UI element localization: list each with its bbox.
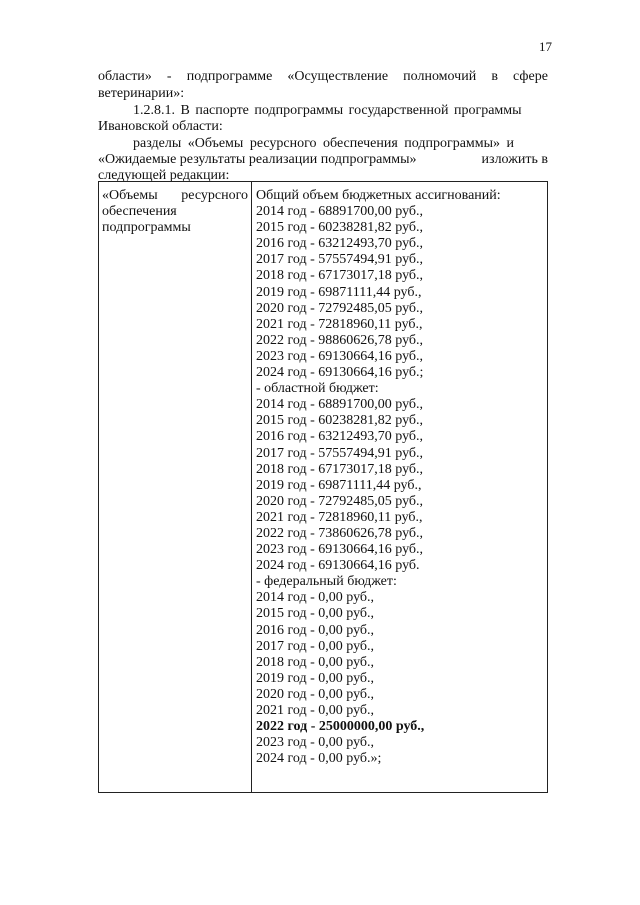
funding-line: Общий объем бюджетных ассигнований: bbox=[256, 188, 501, 203]
funding-line: 2014 год - 0,00 руб., bbox=[256, 590, 375, 606]
funding-line: - федеральный бюджет: bbox=[256, 574, 397, 590]
funding-line: 2023 год - 69130664,16 руб., bbox=[256, 542, 424, 558]
table-left-cell: «Объемы ресурсного обеспечения подпрограммы bbox=[102, 188, 248, 235]
funding-line: 2017 год - 0,00 руб., bbox=[256, 638, 375, 654]
funding-line: 2021 год - 72818960,11 руб., bbox=[256, 316, 423, 332]
funding-line: 2017 год - 57557494,91 руб., bbox=[256, 252, 424, 268]
funding-line: 2021 год - 72818960,11 руб., bbox=[256, 509, 423, 525]
funding-line: 2020 год - 72792485,05 руб., bbox=[256, 300, 424, 316]
funding-line: 2015 год - 60238281,82 руб., bbox=[256, 413, 424, 429]
funding-line: 2015 год - 60238281,82 руб., bbox=[256, 220, 424, 236]
funding-line: 2023 год - 69130664,16 руб., bbox=[256, 348, 424, 364]
funding-line: 2024 год - 69130664,16 руб.; bbox=[256, 365, 424, 381]
funding-line: 2014 год - 68891700,00 руб., bbox=[256, 204, 424, 220]
intro-line-7: следующей редакции: bbox=[98, 168, 230, 183]
funding-line: 2018 год - 67173017,18 руб., bbox=[256, 268, 424, 284]
funding-line: 2018 год - 67173017,18 руб., bbox=[256, 461, 424, 477]
funding-line: 2016 год - 0,00 руб., bbox=[256, 622, 375, 638]
funding-line: 2019 год - 69871111,44 руб., bbox=[256, 477, 422, 493]
column-divider bbox=[251, 182, 252, 792]
intro-line-5: разделы «Объемы ресурсного обеспечения подпрограммы» и bbox=[133, 136, 515, 151]
passport-table bbox=[98, 181, 548, 793]
funding-line: 2016 год - 63212493,70 руб., bbox=[256, 429, 424, 445]
intro-line-4: Ивановской области: bbox=[98, 119, 223, 134]
funding-line: 2019 год - 0,00 руб., bbox=[256, 670, 375, 686]
funding-line: 2023 год - 0,00 руб., bbox=[256, 735, 375, 751]
funding-line: 2020 год - 0,00 руб., bbox=[256, 686, 375, 702]
funding-line: 2014 год - 68891700,00 руб., bbox=[256, 397, 424, 413]
funding-line: 2022 год - 25000000,00 руб., bbox=[256, 719, 425, 735]
intro-line-1: области» - подпрограмме «Осуществление полномочий в сфере bbox=[98, 69, 548, 84]
funding-line: 2022 год - 98860626,78 руб., bbox=[256, 332, 424, 348]
funding-line: 2021 год - 0,00 руб., bbox=[256, 703, 375, 718]
funding-line: - областной бюджет: bbox=[256, 381, 379, 397]
intro-line-2: ветеринарии»: bbox=[98, 86, 185, 101]
funding-line: 2017 год - 57557494,91 руб., bbox=[256, 445, 424, 461]
funding-line: 2018 год - 0,00 руб., bbox=[256, 654, 375, 670]
table-right-cell bbox=[256, 188, 501, 767]
funding-line: 2024 год - 69130664,16 руб. bbox=[256, 558, 420, 574]
intro-line-6: «Ожидаемые результаты реализации подпрограммы» изложить в bbox=[98, 152, 548, 167]
funding-line: 2022 год - 73860626,78 руб., bbox=[256, 525, 424, 541]
intro-line-3: 1.2.8.1. В паспорте подпрограммы государственной программы bbox=[133, 103, 522, 118]
funding-line: 2015 год - 0,00 руб., bbox=[256, 606, 375, 622]
funding-line: 2020 год - 72792485,05 руб., bbox=[256, 493, 424, 509]
funding-line: 2019 год - 69871111,44 руб., bbox=[256, 284, 422, 300]
funding-line: 2016 год - 63212493,70 руб., bbox=[256, 236, 424, 252]
funding-line: 2024 год - 0,00 руб.»; bbox=[256, 751, 382, 767]
page-number: 17 bbox=[539, 39, 552, 54]
